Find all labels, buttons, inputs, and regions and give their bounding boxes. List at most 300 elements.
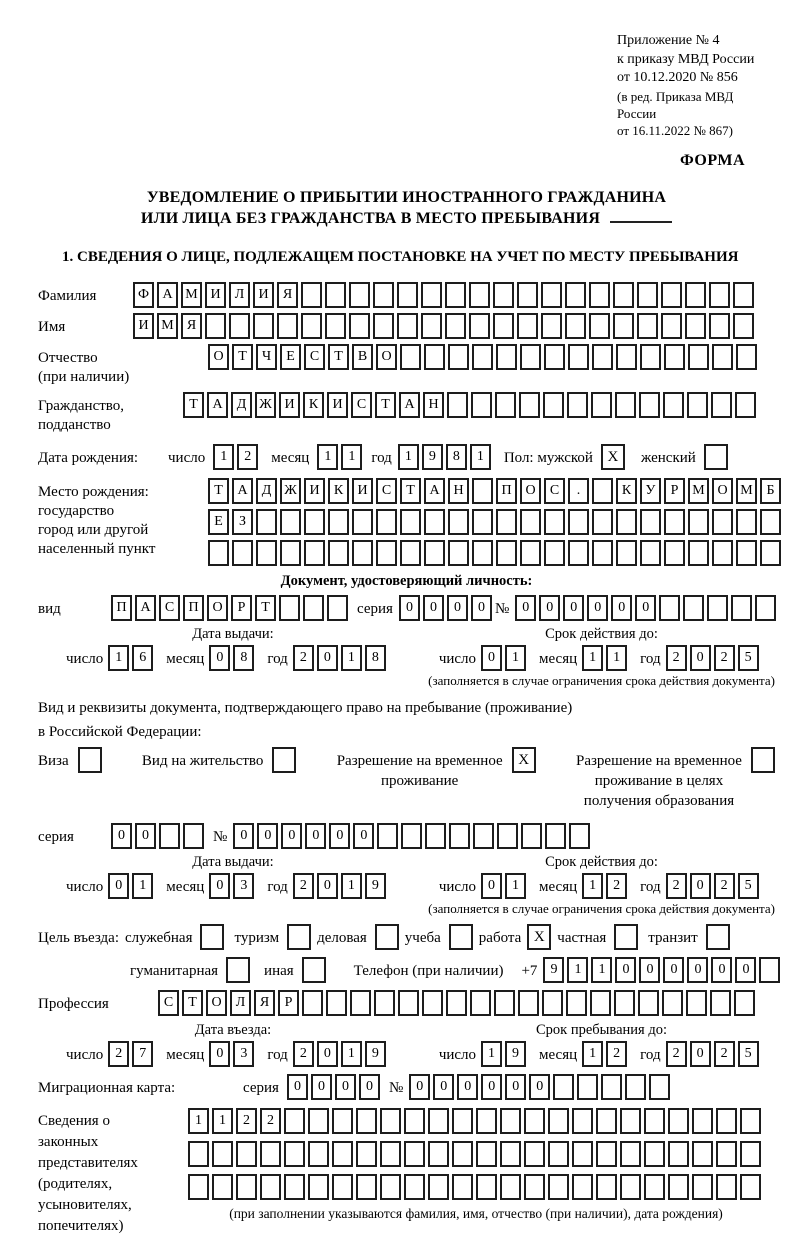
char-cell[interactable]: Т [183, 392, 204, 418]
char-cell[interactable]: 5 [738, 1041, 759, 1067]
char-cell[interactable]: О [376, 344, 397, 370]
char-cell[interactable] [568, 509, 589, 535]
char-cell[interactable] [640, 344, 661, 370]
char-cell[interactable]: М [157, 313, 178, 339]
char-cell[interactable] [615, 392, 636, 418]
char-cell[interactable]: 0 [233, 823, 254, 849]
issue-day-input[interactable] [108, 645, 156, 671]
char-cell[interactable] [736, 540, 757, 566]
char-cell[interactable] [256, 509, 277, 535]
char-cell[interactable] [524, 1108, 545, 1134]
char-cell[interactable] [304, 509, 325, 535]
char-cell[interactable]: Л [230, 990, 251, 1016]
char-cell[interactable] [212, 1174, 233, 1200]
char-cell[interactable]: 8 [446, 444, 467, 470]
char-cell[interactable]: Т [400, 478, 421, 504]
char-cell[interactable]: 1 [108, 645, 129, 671]
char-cell[interactable] [707, 595, 728, 621]
char-cell[interactable] [613, 313, 634, 339]
char-cell[interactable] [380, 1174, 401, 1200]
stay-day-input[interactable] [481, 1041, 529, 1067]
char-cell[interactable]: П [183, 595, 204, 621]
char-cell[interactable] [736, 509, 757, 535]
char-cell[interactable] [495, 392, 516, 418]
char-cell[interactable] [625, 1074, 646, 1100]
char-cell[interactable] [568, 540, 589, 566]
char-cell[interactable]: И [279, 392, 300, 418]
issue-month-input[interactable] [209, 873, 257, 899]
char-cell[interactable]: 0 [423, 595, 444, 621]
char-cell[interactable] [591, 392, 612, 418]
char-cell[interactable] [325, 282, 346, 308]
char-cell[interactable] [755, 595, 776, 621]
entry-year-input[interactable] [293, 1041, 389, 1067]
char-cell[interactable] [280, 509, 301, 535]
char-cell[interactable] [377, 823, 398, 849]
char-cell[interactable]: П [496, 478, 517, 504]
char-cell[interactable]: С [376, 478, 397, 504]
purpose-official-checkbox[interactable] [200, 924, 224, 950]
char-cell[interactable] [544, 509, 565, 535]
char-cell[interactable] [400, 540, 421, 566]
char-cell[interactable] [735, 392, 756, 418]
char-cell[interactable]: А [135, 595, 156, 621]
char-cell[interactable] [639, 392, 660, 418]
char-cell[interactable] [401, 823, 422, 849]
char-cell[interactable] [577, 1074, 598, 1100]
char-cell[interactable] [596, 1108, 617, 1134]
char-cell[interactable] [471, 392, 492, 418]
char-cell[interactable]: Т [232, 344, 253, 370]
char-cell[interactable]: 2 [666, 1041, 687, 1067]
char-cell[interactable]: 0 [447, 595, 468, 621]
char-cell[interactable]: 0 [329, 823, 350, 849]
char-cell[interactable]: 2 [714, 1041, 735, 1067]
char-cell[interactable]: 9 [505, 1041, 526, 1067]
visa-checkbox[interactable] [78, 747, 102, 773]
char-cell[interactable] [590, 990, 611, 1016]
char-cell[interactable] [740, 1108, 761, 1134]
char-cell[interactable]: 8 [233, 645, 254, 671]
char-cell[interactable]: 0 [409, 1074, 430, 1100]
char-cell[interactable]: 0 [711, 957, 732, 983]
expiry-year-input[interactable] [666, 645, 762, 671]
char-cell[interactable] [709, 313, 730, 339]
char-cell[interactable]: Т [255, 595, 276, 621]
char-cell[interactable] [404, 1108, 425, 1134]
char-cell[interactable]: 0 [108, 873, 129, 899]
char-cell[interactable]: 1 [505, 645, 526, 671]
char-cell[interactable] [327, 595, 348, 621]
char-cell[interactable] [664, 344, 685, 370]
char-cell[interactable] [328, 540, 349, 566]
char-cell[interactable]: Е [280, 344, 301, 370]
char-cell[interactable]: 0 [615, 957, 636, 983]
temp-residence-edu-checkbox[interactable] [751, 747, 775, 773]
char-cell[interactable]: К [328, 478, 349, 504]
char-cell[interactable]: И [205, 282, 226, 308]
char-cell[interactable] [760, 509, 781, 535]
char-cell[interactable] [688, 344, 709, 370]
char-cell[interactable]: Б [760, 478, 781, 504]
char-cell[interactable]: Д [256, 478, 277, 504]
char-cell[interactable] [422, 990, 443, 1016]
issue-month-input[interactable] [209, 645, 257, 671]
char-cell[interactable] [733, 313, 754, 339]
issue-year-input[interactable] [293, 645, 389, 671]
char-cell[interactable] [548, 1108, 569, 1134]
char-cell[interactable]: 1 [582, 873, 603, 899]
residence-permit-checkbox[interactable] [272, 747, 296, 773]
char-cell[interactable] [446, 990, 467, 1016]
char-cell[interactable] [404, 1174, 425, 1200]
char-cell[interactable] [543, 392, 564, 418]
char-cell[interactable]: С [158, 990, 179, 1016]
char-cell[interactable] [596, 1174, 617, 1200]
char-cell[interactable]: 0 [529, 1074, 550, 1100]
char-cell[interactable]: К [616, 478, 637, 504]
char-cell[interactable] [616, 509, 637, 535]
char-cell[interactable] [159, 823, 180, 849]
char-cell[interactable] [424, 540, 445, 566]
given-name-input[interactable] [133, 313, 757, 339]
char-cell[interactable] [687, 392, 708, 418]
char-cell[interactable] [328, 509, 349, 535]
stay-year-input[interactable] [666, 1041, 762, 1067]
char-cell[interactable] [659, 595, 680, 621]
char-cell[interactable] [668, 1108, 689, 1134]
char-cell[interactable] [565, 282, 586, 308]
char-cell[interactable] [208, 540, 229, 566]
char-cell[interactable]: Р [231, 595, 252, 621]
char-cell[interactable] [473, 823, 494, 849]
char-cell[interactable] [452, 1174, 473, 1200]
char-cell[interactable]: 0 [481, 645, 502, 671]
char-cell[interactable] [374, 990, 395, 1016]
char-cell[interactable] [350, 990, 371, 1016]
purpose-other-checkbox[interactable] [302, 957, 326, 983]
char-cell[interactable] [188, 1174, 209, 1200]
char-cell[interactable]: 1 [470, 444, 491, 470]
char-cell[interactable]: 0 [209, 645, 230, 671]
char-cell[interactable]: 0 [433, 1074, 454, 1100]
char-cell[interactable]: 2 [293, 1041, 314, 1067]
expiry-month-input[interactable] [582, 645, 630, 671]
char-cell[interactable] [472, 540, 493, 566]
char-cell[interactable] [376, 509, 397, 535]
char-cell[interactable]: 1 [398, 444, 419, 470]
char-cell[interactable] [568, 344, 589, 370]
char-cell[interactable]: 6 [132, 645, 153, 671]
char-cell[interactable] [620, 1174, 641, 1200]
char-cell[interactable] [449, 823, 470, 849]
female-sex-checkbox[interactable] [704, 444, 728, 470]
char-cell[interactable] [620, 1108, 641, 1134]
representatives-row3-input[interactable] [188, 1174, 764, 1200]
migration-number-input[interactable] [409, 1074, 673, 1100]
char-cell[interactable]: В [352, 344, 373, 370]
char-cell[interactable] [688, 509, 709, 535]
char-cell[interactable] [711, 392, 732, 418]
char-cell[interactable] [736, 344, 757, 370]
char-cell[interactable] [712, 344, 733, 370]
char-cell[interactable] [352, 540, 373, 566]
char-cell[interactable] [710, 990, 731, 1016]
char-cell[interactable]: Т [182, 990, 203, 1016]
char-cell[interactable]: Ч [256, 344, 277, 370]
char-cell[interactable]: 0 [687, 957, 708, 983]
char-cell[interactable]: Я [254, 990, 275, 1016]
char-cell[interactable] [421, 313, 442, 339]
char-cell[interactable]: 0 [305, 823, 326, 849]
char-cell[interactable] [279, 595, 300, 621]
char-cell[interactable] [470, 990, 491, 1016]
char-cell[interactable] [664, 540, 685, 566]
char-cell[interactable]: И [352, 478, 373, 504]
char-cell[interactable] [476, 1174, 497, 1200]
char-cell[interactable] [616, 540, 637, 566]
char-cell[interactable]: П [111, 595, 132, 621]
char-cell[interactable] [553, 1074, 574, 1100]
char-cell[interactable] [644, 1174, 665, 1200]
char-cell[interactable] [469, 313, 490, 339]
char-cell[interactable] [661, 282, 682, 308]
char-cell[interactable] [683, 595, 704, 621]
char-cell[interactable] [712, 540, 733, 566]
char-cell[interactable]: 3 [233, 1041, 254, 1067]
char-cell[interactable] [229, 313, 250, 339]
char-cell[interactable] [566, 990, 587, 1016]
char-cell[interactable] [280, 540, 301, 566]
char-cell[interactable] [301, 282, 322, 308]
char-cell[interactable] [400, 509, 421, 535]
purpose-business-checkbox[interactable] [375, 924, 399, 950]
char-cell[interactable] [400, 344, 421, 370]
char-cell[interactable] [397, 282, 418, 308]
char-cell[interactable] [541, 313, 562, 339]
char-cell[interactable]: 0 [317, 645, 338, 671]
char-cell[interactable]: 0 [471, 595, 492, 621]
char-cell[interactable]: 1 [132, 873, 153, 899]
char-cell[interactable] [760, 540, 781, 566]
char-cell[interactable] [592, 509, 613, 535]
expiry-day-input[interactable] [481, 645, 529, 671]
char-cell[interactable]: 1 [582, 645, 603, 671]
char-cell[interactable] [448, 509, 469, 535]
char-cell[interactable] [548, 1174, 569, 1200]
expiry-year-input[interactable] [666, 873, 762, 899]
char-cell[interactable]: 0 [311, 1074, 332, 1100]
char-cell[interactable] [398, 990, 419, 1016]
char-cell[interactable]: 8 [365, 645, 386, 671]
char-cell[interactable] [519, 392, 540, 418]
char-cell[interactable]: 1 [582, 1041, 603, 1067]
char-cell[interactable]: А [157, 282, 178, 308]
doc-number-input[interactable] [515, 595, 779, 621]
purpose-transit-checkbox[interactable] [706, 924, 730, 950]
char-cell[interactable] [373, 282, 394, 308]
char-cell[interactable]: 2 [666, 873, 687, 899]
entry-month-input[interactable] [209, 1041, 257, 1067]
char-cell[interactable]: 1 [591, 957, 612, 983]
char-cell[interactable] [733, 282, 754, 308]
char-cell[interactable] [686, 990, 707, 1016]
char-cell[interactable] [496, 509, 517, 535]
char-cell[interactable]: Ж [280, 478, 301, 504]
char-cell[interactable]: И [304, 478, 325, 504]
char-cell[interactable]: 0 [635, 595, 656, 621]
char-cell[interactable]: Р [664, 478, 685, 504]
char-cell[interactable]: 0 [515, 595, 536, 621]
char-cell[interactable]: Ф [133, 282, 154, 308]
char-cell[interactable] [284, 1174, 305, 1200]
issue-day-input[interactable] [108, 873, 156, 899]
char-cell[interactable]: А [399, 392, 420, 418]
birth-month-input[interactable] [317, 444, 365, 470]
char-cell[interactable]: И [253, 282, 274, 308]
char-cell[interactable] [688, 540, 709, 566]
char-cell[interactable] [452, 1108, 473, 1134]
char-cell[interactable]: 0 [353, 823, 374, 849]
purpose-private-checkbox[interactable] [614, 924, 638, 950]
char-cell[interactable]: С [351, 392, 372, 418]
char-cell[interactable]: 9 [365, 873, 386, 899]
char-cell[interactable] [332, 1174, 353, 1200]
char-cell[interactable] [759, 957, 780, 983]
doc-type-input[interactable] [111, 595, 351, 621]
char-cell[interactable] [356, 1108, 377, 1134]
phone-input[interactable] [543, 957, 783, 983]
char-cell[interactable] [472, 478, 493, 504]
char-cell[interactable]: 0 [317, 873, 338, 899]
char-cell[interactable] [253, 313, 274, 339]
residence-number-input[interactable] [233, 823, 593, 849]
char-cell[interactable]: 1 [341, 1041, 362, 1067]
representatives-row1-input[interactable] [188, 1108, 764, 1134]
char-cell[interactable]: 9 [422, 444, 443, 470]
char-cell[interactable] [376, 540, 397, 566]
char-cell[interactable]: 0 [287, 1074, 308, 1100]
char-cell[interactable] [476, 1108, 497, 1134]
char-cell[interactable] [425, 823, 446, 849]
char-cell[interactable] [301, 313, 322, 339]
char-cell[interactable]: О [206, 990, 227, 1016]
char-cell[interactable]: Д [231, 392, 252, 418]
char-cell[interactable] [326, 990, 347, 1016]
char-cell[interactable] [496, 540, 517, 566]
char-cell[interactable]: 2 [293, 873, 314, 899]
char-cell[interactable]: 0 [505, 1074, 526, 1100]
char-cell[interactable] [448, 344, 469, 370]
char-cell[interactable]: 0 [690, 645, 711, 671]
char-cell[interactable] [637, 282, 658, 308]
char-cell[interactable] [325, 313, 346, 339]
char-cell[interactable] [740, 1174, 761, 1200]
char-cell[interactable] [500, 1108, 521, 1134]
char-cell[interactable]: З [232, 509, 253, 535]
char-cell[interactable]: 5 [738, 873, 759, 899]
char-cell[interactable]: Е [208, 509, 229, 535]
purpose-work-checkbox[interactable]: X [527, 924, 551, 950]
stay-month-input[interactable] [582, 1041, 630, 1067]
char-cell[interactable]: 0 [663, 957, 684, 983]
char-cell[interactable] [493, 282, 514, 308]
char-cell[interactable]: 0 [317, 1041, 338, 1067]
char-cell[interactable]: 0 [587, 595, 608, 621]
char-cell[interactable]: 2 [236, 1108, 257, 1134]
char-cell[interactable]: С [159, 595, 180, 621]
char-cell[interactable]: О [207, 595, 228, 621]
birth-place-row3-input[interactable] [208, 540, 784, 566]
char-cell[interactable]: 1 [317, 444, 338, 470]
char-cell[interactable]: 9 [543, 957, 564, 983]
char-cell[interactable] [692, 1108, 713, 1134]
char-cell[interactable] [517, 313, 538, 339]
char-cell[interactable]: 1 [481, 1041, 502, 1067]
char-cell[interactable] [592, 344, 613, 370]
char-cell[interactable] [542, 990, 563, 1016]
char-cell[interactable] [256, 540, 277, 566]
male-sex-checkbox[interactable]: X [601, 444, 625, 470]
char-cell[interactable] [572, 1174, 593, 1200]
char-cell[interactable]: 1 [341, 873, 362, 899]
char-cell[interactable]: Н [423, 392, 444, 418]
char-cell[interactable]: 2 [260, 1108, 281, 1134]
char-cell[interactable] [616, 344, 637, 370]
char-cell[interactable] [352, 509, 373, 535]
char-cell[interactable]: М [688, 478, 709, 504]
char-cell[interactable]: Т [328, 344, 349, 370]
char-cell[interactable]: 3 [233, 873, 254, 899]
char-cell[interactable]: 2 [666, 645, 687, 671]
issue-year-input[interactable] [293, 873, 389, 899]
purpose-humanitarian-checkbox[interactable] [226, 957, 250, 983]
char-cell[interactable] [500, 1174, 521, 1200]
char-cell[interactable] [304, 540, 325, 566]
char-cell[interactable]: О [712, 478, 733, 504]
char-cell[interactable]: 1 [341, 444, 362, 470]
char-cell[interactable]: Т [375, 392, 396, 418]
char-cell[interactable] [592, 478, 613, 504]
char-cell[interactable]: У [640, 478, 661, 504]
char-cell[interactable]: Я [181, 313, 202, 339]
char-cell[interactable]: Н [448, 478, 469, 504]
char-cell[interactable]: 2 [714, 645, 735, 671]
char-cell[interactable] [520, 540, 541, 566]
char-cell[interactable]: 7 [132, 1041, 153, 1067]
char-cell[interactable] [428, 1174, 449, 1200]
char-cell[interactable]: 0 [735, 957, 756, 983]
char-cell[interactable] [303, 595, 324, 621]
char-cell[interactable] [472, 509, 493, 535]
char-cell[interactable]: 2 [606, 1041, 627, 1067]
char-cell[interactable] [541, 282, 562, 308]
char-cell[interactable] [716, 1108, 737, 1134]
char-cell[interactable] [518, 990, 539, 1016]
char-cell[interactable]: Л [229, 282, 250, 308]
char-cell[interactable] [332, 1108, 353, 1134]
residence-series-input[interactable] [111, 823, 207, 849]
char-cell[interactable] [662, 990, 683, 1016]
char-cell[interactable] [447, 392, 468, 418]
char-cell[interactable] [649, 1074, 670, 1100]
char-cell[interactable]: 0 [135, 823, 156, 849]
citizenship-input[interactable] [183, 392, 759, 418]
char-cell[interactable]: 0 [335, 1074, 356, 1100]
char-cell[interactable] [734, 990, 755, 1016]
char-cell[interactable]: 1 [212, 1108, 233, 1134]
char-cell[interactable]: 9 [365, 1041, 386, 1067]
